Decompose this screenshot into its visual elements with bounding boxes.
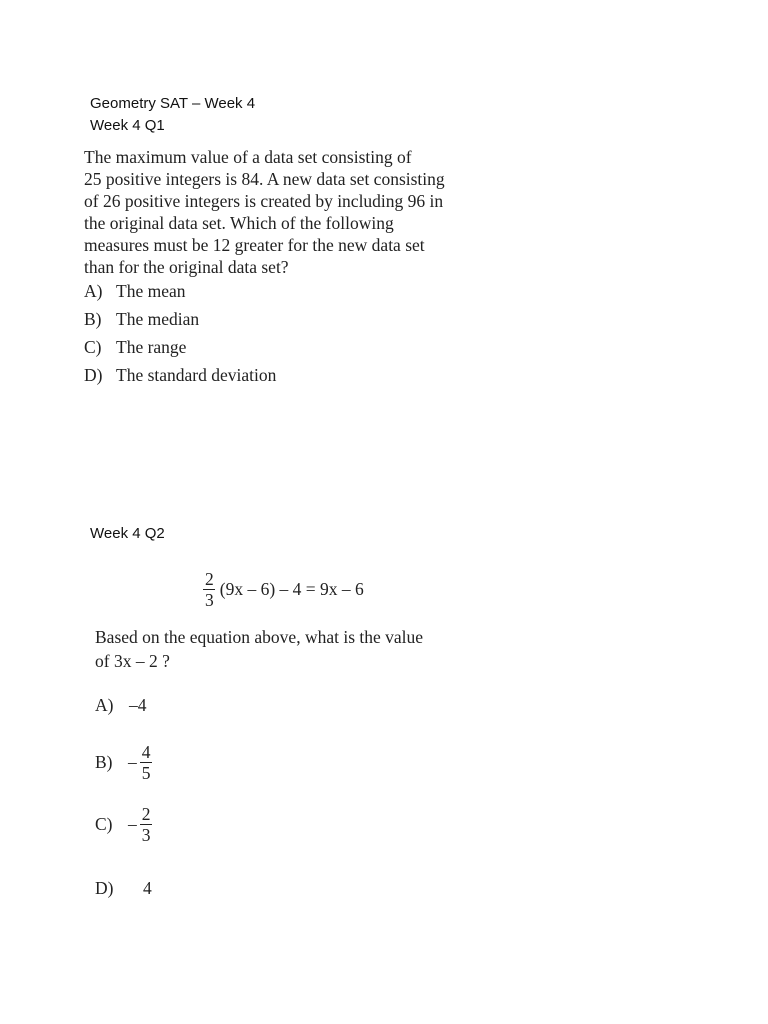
choice-letter: B) [84, 309, 102, 329]
choice-fraction [140, 743, 153, 782]
equation-expression: (9x – 6) – 4 = 9x – 6 [219, 579, 364, 599]
fraction-denominator: 3 [205, 590, 214, 610]
q1-question-line: The maximum value of a data set consisting of [84, 147, 412, 167]
document-title: Geometry SAT – Week 4 [90, 95, 256, 112]
q1-label: Week 4 Q1 [90, 117, 165, 134]
choice-sign: – [128, 752, 137, 772]
q2-equation [203, 570, 364, 609]
q2-choice-a [95, 695, 147, 716]
q1-choice-d [84, 365, 276, 386]
fraction-denominator: 3 [141, 825, 151, 845]
choice-sign: – [128, 814, 137, 834]
q1-question-line: measures must be 12 greater for the new data set [84, 235, 425, 255]
choice-letter: C) [84, 337, 102, 357]
choice-fraction [140, 805, 153, 844]
fraction-numerator: 2 [141, 804, 151, 824]
choice-letter: B) [95, 752, 113, 772]
q2-choice-b [95, 743, 157, 782]
choice-text: The median [116, 309, 200, 329]
q2-label: Week 4 Q2 [90, 525, 165, 542]
choice-letter: A) [84, 281, 103, 301]
q2-question-line: of 3x – 2 ? [95, 651, 170, 671]
q2-choice-d [95, 878, 152, 899]
q1-choice-a [84, 281, 185, 302]
q2-question-line: Based on the equation above, what is the value [95, 627, 424, 647]
q1-choice-c [84, 337, 186, 358]
choice-text: The mean [116, 281, 186, 301]
choice-letter: C) [95, 814, 113, 834]
choice-text: The range [116, 337, 187, 357]
q1-choice-b [84, 309, 199, 330]
fraction-numerator: 2 [205, 569, 214, 589]
fraction-numerator: 4 [141, 742, 151, 762]
choice-letter: A) [95, 695, 114, 715]
choice-letter: D) [84, 365, 103, 385]
choice-letter: D) [95, 878, 114, 898]
q1-question [84, 146, 464, 278]
choice-text: –4 [129, 695, 147, 715]
q1-question-line: than for the original data set? [84, 257, 289, 277]
fraction-denominator: 5 [141, 763, 151, 783]
q2-question [95, 625, 423, 673]
q1-question-line: of 26 positive integers is created by including 96 in [84, 191, 444, 211]
q1-question-line: the original data set. Which of the following [84, 213, 394, 233]
q2-choice-c [95, 805, 157, 844]
choice-text: The standard deviation [116, 365, 277, 385]
q1-question-line: 25 positive integers is 84. A new data set consisting [84, 169, 445, 189]
equation-fraction [203, 570, 216, 609]
choice-text: 4 [143, 878, 152, 898]
